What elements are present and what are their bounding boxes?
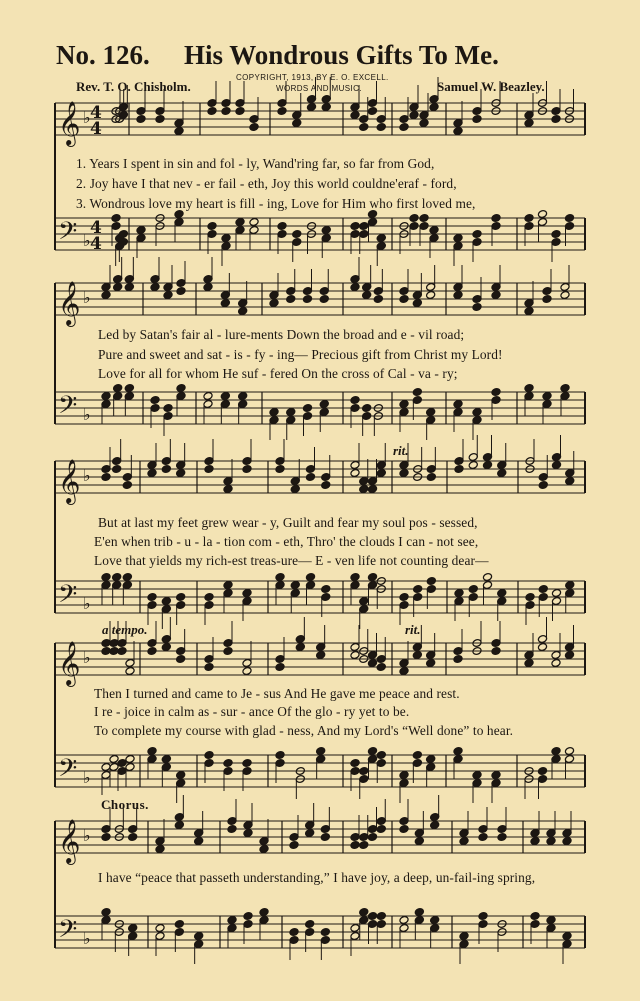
note-head [238, 392, 248, 401]
note-head [412, 751, 422, 760]
note-head [551, 747, 561, 756]
flat-sign: ♭ [83, 594, 91, 613]
note-head [122, 573, 132, 582]
note-head [454, 589, 464, 598]
note-head [147, 469, 157, 478]
note-head [376, 912, 386, 921]
note-head [412, 299, 422, 308]
note-head [319, 295, 329, 304]
time-signature: 4 [90, 103, 102, 123]
note-head [286, 295, 296, 304]
note-head [101, 291, 111, 300]
note-head [203, 283, 213, 292]
note-head [176, 287, 186, 296]
note-head [269, 299, 279, 308]
note-head [459, 932, 469, 941]
note-head [295, 643, 305, 652]
note-head [551, 230, 561, 239]
note-head [220, 299, 230, 308]
note-head [321, 226, 331, 235]
note-head [399, 123, 409, 132]
note-head [542, 392, 552, 401]
flat-sign: ♭ [83, 231, 91, 250]
note-head [468, 585, 478, 594]
note-head [321, 103, 331, 112]
note-head [147, 747, 157, 756]
note-head [359, 222, 369, 231]
note-head [147, 647, 157, 656]
note-head [136, 115, 146, 124]
note-head [350, 924, 360, 933]
note-head [350, 469, 360, 478]
note-head [289, 841, 299, 850]
note-head [320, 928, 330, 937]
note-head [128, 924, 138, 933]
lyric-line: I have “peace that passeth understanding,” I have joy, a deep, un-fail-ing spring, [98, 870, 536, 885]
note-head [359, 485, 369, 494]
note-head [242, 667, 252, 676]
note-head [174, 821, 184, 830]
note-head [430, 916, 440, 925]
lyric-line: 3. Wondrous love my heart is fill - ing, Love for Him who first loved me, [76, 196, 476, 211]
note-head [530, 837, 540, 846]
note-head [538, 481, 548, 490]
note-head [101, 573, 111, 582]
note-head [235, 107, 245, 116]
note-head [113, 384, 123, 393]
flat-sign: ♭ [83, 288, 91, 307]
note-head [537, 643, 547, 652]
note-head [453, 747, 463, 756]
note-head [101, 473, 111, 482]
note-head [243, 829, 253, 838]
chorus-heading: Chorus. [101, 797, 149, 812]
note-head [367, 912, 377, 921]
note-head [147, 593, 157, 602]
note-head [399, 916, 409, 925]
note-head [112, 573, 122, 582]
note-head [562, 932, 572, 941]
note-head [305, 829, 315, 838]
note-head [537, 767, 547, 776]
note-head [426, 291, 436, 300]
note-head [429, 103, 439, 112]
note-head [221, 234, 231, 243]
note-head [524, 214, 534, 223]
note-head [112, 465, 122, 474]
note-head [453, 291, 463, 300]
flat-sign: ♭ [83, 405, 91, 424]
note-head [125, 667, 135, 676]
note-head [321, 585, 331, 594]
note-head [478, 912, 488, 921]
note-head [235, 218, 245, 227]
note-head [497, 833, 507, 842]
note-head [419, 214, 429, 223]
note-head [562, 837, 572, 846]
note-head [551, 461, 561, 470]
note-head [482, 573, 492, 582]
note-head [305, 920, 315, 929]
lyric-line: To complete my course with glad - ness, And my Lord's “Well done” to hear. [94, 723, 514, 738]
note-head [564, 747, 574, 756]
note-head [359, 597, 369, 606]
note-head [350, 222, 360, 231]
ritardando-mark: rit. [393, 443, 409, 458]
note-head [203, 392, 213, 401]
note-head [302, 404, 312, 413]
flat-sign: ♭ [83, 768, 91, 787]
a-tempo-mark: a tempo. [102, 622, 148, 637]
note-head [426, 659, 436, 668]
note-head [454, 465, 464, 474]
note-head [546, 916, 556, 925]
note-head [124, 384, 134, 393]
note-head [413, 585, 423, 594]
note-head [113, 283, 123, 292]
note-head [220, 392, 230, 401]
note-head [204, 593, 214, 602]
copyright-note: WORDS AND MUSIC. [276, 84, 362, 93]
note-head [376, 751, 386, 760]
note-head [128, 833, 138, 842]
note-head [524, 119, 534, 128]
flat-sign: ♭ [83, 648, 91, 667]
note-head [376, 663, 386, 672]
lyric-line: Love for all for whom He suf - fered On the cross of Cal - va - ry; [98, 366, 458, 381]
note-head [277, 107, 287, 116]
note-head [459, 837, 469, 846]
treble-clef: 𝄞 [58, 641, 81, 685]
note-head [292, 230, 302, 239]
note-head [242, 465, 252, 474]
note-head [350, 283, 360, 292]
note-head [204, 465, 214, 474]
note-head [560, 384, 570, 393]
note-head [242, 759, 252, 768]
note-head [223, 647, 233, 656]
note-head [409, 111, 419, 120]
note-head [546, 837, 556, 846]
note-head [491, 388, 501, 397]
note-head [399, 593, 409, 602]
note-head [176, 593, 186, 602]
note-head [286, 408, 296, 417]
note-head [161, 755, 171, 764]
note-head [204, 663, 214, 672]
note-head [399, 825, 409, 834]
note-head [174, 920, 184, 929]
note-head [269, 408, 279, 417]
note-head [194, 837, 204, 846]
note-head [376, 469, 386, 478]
note-head [243, 912, 253, 921]
note-head [565, 581, 575, 590]
note-head [491, 647, 501, 656]
note-head [350, 111, 360, 120]
note-head [223, 485, 233, 494]
note-head [376, 234, 386, 243]
note-head [367, 573, 377, 582]
note-head [320, 833, 330, 842]
note-head [551, 589, 561, 598]
bass-clef: 𝄢 [58, 915, 78, 950]
note-head [350, 651, 360, 660]
note-head [292, 119, 302, 128]
note-head [376, 123, 386, 132]
note-head [124, 283, 134, 292]
note-head [482, 461, 492, 470]
note-head [242, 589, 252, 598]
note-head [259, 908, 269, 917]
note-head [161, 465, 171, 474]
note-head [359, 123, 369, 132]
note-head [223, 759, 233, 768]
lyric-line: E'en when trib - u - la - tion com - eth, Thro' the clouds I can - not see, [94, 534, 479, 549]
note-head [430, 821, 440, 830]
note-head [122, 481, 132, 490]
note-head [472, 115, 482, 124]
note-head [412, 388, 422, 397]
note-head [290, 485, 300, 494]
note-head [564, 651, 574, 660]
note-head [163, 404, 173, 413]
note-head [136, 226, 146, 235]
note-head [302, 295, 312, 304]
note-head [101, 833, 111, 842]
note-head [564, 214, 574, 223]
note-head [350, 759, 360, 768]
lyric-line: 2. Joy have I that nev - er fail - eth, Joy this world couldne'eraf - ford, [76, 176, 457, 191]
note-head [359, 767, 369, 776]
note-head [359, 841, 369, 850]
composer: Samuel W. Beazley. [437, 79, 545, 94]
note-head [524, 384, 534, 393]
note-head [101, 908, 111, 917]
note-head [194, 932, 204, 941]
lyric-line: Led by Satan's fair al - lure-ments Down the broad and e - vil road; [98, 327, 465, 342]
note-head [176, 469, 186, 478]
note-head [316, 651, 326, 660]
note-head [414, 837, 424, 846]
treble-clef: 𝄞 [58, 459, 81, 503]
note-head [367, 485, 377, 494]
note-head [472, 408, 482, 417]
note-head [362, 404, 372, 413]
note-head [111, 214, 121, 223]
note-head [259, 845, 269, 854]
note-head [204, 751, 214, 760]
note-head [109, 755, 119, 764]
note-head [249, 123, 259, 132]
note-head [176, 655, 186, 664]
note-head [316, 747, 326, 756]
note-head [150, 283, 160, 292]
note-head [426, 473, 436, 482]
time-signature: 4 [90, 218, 102, 238]
lyricist: Rev. T. O. Chisholm. [76, 79, 191, 94]
note-head [399, 400, 409, 409]
note-head [472, 303, 482, 312]
note-head [150, 396, 160, 405]
lyric-line: Then I turned and came to Je - sus And He gave me peace and rest. [94, 686, 460, 701]
note-head [551, 659, 561, 668]
note-head [207, 107, 217, 116]
note-head [491, 291, 501, 300]
flat-sign: ♭ [83, 929, 91, 948]
note-head [275, 465, 285, 474]
note-head [161, 597, 171, 606]
note-head [453, 655, 463, 664]
note-head [376, 825, 386, 834]
bass-clef: 𝄢 [58, 580, 78, 615]
note-head [207, 222, 217, 231]
note-head [472, 771, 482, 780]
note-head [399, 771, 409, 780]
treble-clef: 𝄞 [58, 101, 81, 145]
note-head [223, 581, 233, 590]
note-head [373, 295, 383, 304]
note-head [491, 771, 501, 780]
flat-sign: ♭ [83, 108, 91, 127]
note-head [453, 400, 463, 409]
flat-sign: ♭ [83, 466, 91, 485]
note-head [537, 210, 547, 219]
note-head [453, 234, 463, 243]
note-head [305, 573, 315, 582]
note-head [163, 291, 173, 300]
note-head [525, 593, 535, 602]
note-head [176, 384, 186, 393]
note-head [426, 755, 436, 764]
note-head [161, 643, 171, 652]
bass-clef: 𝄢 [58, 391, 78, 426]
note-head [472, 230, 482, 239]
note-head [426, 408, 436, 417]
note-head [367, 659, 377, 668]
note-head [350, 396, 360, 405]
note-head [227, 916, 237, 925]
note-head [524, 307, 534, 316]
note-head [538, 585, 548, 594]
hymn-number: No. 126. [56, 40, 150, 70]
flat-sign: ♭ [83, 826, 91, 845]
note-head [350, 841, 360, 850]
lyric-line: 1. Years I spent in sin and fol - ly, Wand'ring far, so far from God, [76, 156, 435, 171]
note-head [221, 107, 231, 116]
bass-clef: 𝄢 [58, 754, 78, 789]
note-head [275, 663, 285, 672]
note-head [174, 127, 184, 136]
note-head [117, 647, 127, 656]
lyric-line: Love that yields my rich-est treas-ure— E - ven life not counting dear— [94, 553, 489, 568]
note-head [275, 751, 285, 760]
note-head [238, 307, 248, 316]
note-head [412, 651, 422, 660]
note-head [497, 589, 507, 598]
note-head [409, 214, 419, 223]
note-head [468, 461, 478, 470]
note-head [275, 573, 285, 582]
note-head [290, 581, 300, 590]
note-head [277, 222, 287, 231]
note-head [321, 481, 331, 490]
note-head [227, 825, 237, 834]
note-head [319, 400, 329, 409]
note-head [565, 477, 575, 486]
treble-clef: 𝄞 [58, 819, 81, 863]
note-head [359, 908, 369, 917]
note-head [176, 771, 186, 780]
note-head [453, 127, 463, 136]
note-head [155, 115, 165, 124]
bass-clef: 𝄢 [58, 217, 78, 252]
note-head [249, 218, 259, 227]
time-signature: 4 [90, 119, 102, 139]
note-head [350, 573, 360, 582]
note-head [497, 469, 507, 478]
note-head [560, 291, 570, 300]
note-head [367, 747, 377, 756]
note-head [367, 107, 377, 116]
lyric-line: But at last my feet grew wear - y, Guilt and fear my soul pos - sessed, [98, 515, 478, 530]
note-head [414, 908, 424, 917]
ritardando-mark: rit. [405, 622, 421, 637]
lyric-line: Pure and sweet and sat - is - fy - ing— Precious gift from Christ my Lord! [98, 347, 503, 362]
hymn-title: His Wondrous Gifts To Me. [184, 40, 499, 70]
note-head [419, 119, 429, 128]
note-head [399, 469, 409, 478]
note-head [289, 928, 299, 937]
note-head [478, 833, 488, 842]
note-head [399, 667, 409, 676]
note-head [542, 295, 552, 304]
note-head [367, 833, 377, 842]
note-head [551, 115, 561, 124]
note-head [530, 912, 540, 921]
note-head [305, 473, 315, 482]
note-head [362, 291, 372, 300]
note-head [429, 226, 439, 235]
note-head [399, 295, 409, 304]
note-head [491, 214, 501, 223]
note-head [426, 577, 436, 586]
treble-clef: 𝄞 [58, 281, 81, 325]
note-head [306, 103, 316, 112]
note-head [155, 845, 165, 854]
note-head [155, 924, 165, 933]
lyric-line: I re - joice in calm as - sur - ance Of the glo - ry yet to be. [94, 704, 410, 719]
note-head [101, 392, 111, 401]
note-head [524, 659, 534, 668]
copyright-line: COPYRIGHT, 1913, BY E. O. EXCELL. [236, 73, 389, 82]
time-signature: 4 [90, 234, 102, 254]
